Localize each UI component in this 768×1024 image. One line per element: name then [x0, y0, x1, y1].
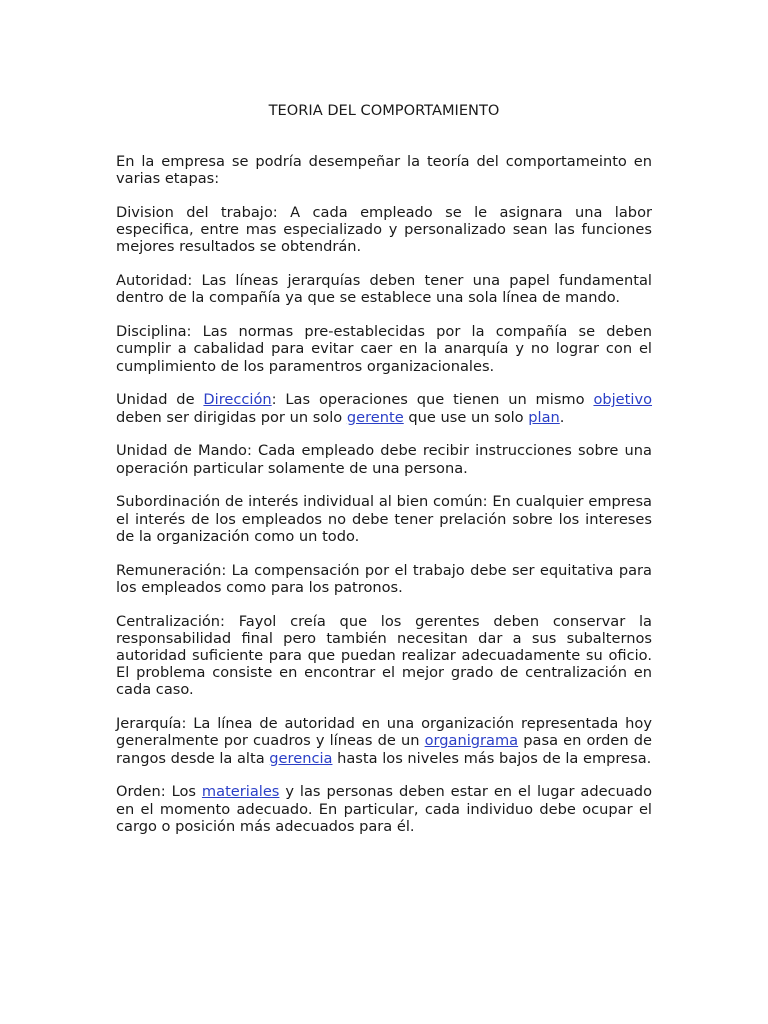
paragraph-centralizacion: Centralización: Fayol creía que los gerentes deben conservar la responsabilidad final pero también necesitan dar a sus subalternos autoridad suficiente para que puedan realizar adecuadamente su oficio. El problema consiste en encontrar el mejor grado de centralización en cada caso. [116, 612, 652, 699]
paragraph-autoridad: Autoridad: Las líneas jerarquías deben tener una papel fundamental dentro de la compañía ya que se establece una sola línea de mando. [116, 272, 652, 307]
link-organigrama[interactable]: organigrama [424, 732, 519, 750]
document-title: TEORIA DEL COMPORTAMIENTO [268, 102, 500, 119]
text-segment: que use un solo [403, 408, 529, 426]
text-segment: : Las operaciones que tienen un mismo [271, 391, 594, 409]
paragraph-division-del-trabajo: Division del trabajo: A cada empleado se le asignara una labor especifica, entre mas especializado y personalizado sean las funciones mejores resultados se obtendrán. [116, 204, 652, 256]
text-segment: Jerarquía: La línea de autoridad en una organización representada hoy generalmente por cuadros y líneas de un [116, 715, 652, 750]
paragraph-intro: En la empresa se podría desempeñar la teoría del comportameinto en varias etapas: [116, 153, 652, 188]
text-segment: y las personas deben estar en el lugar adecuado en el momento adecuado. En particular, cada individuo debe ocupar el cargo o posición más adecuados para él. [116, 783, 652, 835]
text-segment: pasa en orden de rangos desde la alta [116, 732, 652, 767]
paragraph-remuneracion: Remuneración: La compensación por el trabajo debe ser equitativa para los empleados como para los patronos. [116, 561, 652, 596]
paragraph-disciplina: Disciplina: Las normas pre-establecidas por la compañía se deben cumplir a cabalidad para evitar caer en la anarquía y no lograr con el cumplimiento de los paramentros organizacionales. [116, 323, 652, 375]
paragraph-unidad-de-mando: Unidad de Mando: Cada empleado debe recibir instrucciones sobre una operación particular solamente de una persona. [116, 442, 652, 477]
paragraph-unidad-de-direccion [116, 391, 652, 425]
link-gerente[interactable]: gerente [346, 408, 404, 426]
link-materiales[interactable]: materiales [201, 783, 280, 801]
text-segment: deben ser dirigidas por un solo [116, 408, 347, 426]
paragraph-orden [116, 783, 652, 835]
text-segment: . [559, 408, 565, 426]
text-segment: Unidad de [116, 391, 204, 409]
paragraph-subordinacion: Subordinación de interés individual al bien común: En cualquier empresa el interés de los empleados no debe tener prelación sobre los intereses de la organización como un todo. [116, 493, 652, 545]
link-direccion[interactable]: Dirección [203, 391, 272, 409]
link-objetivo[interactable]: objetivo [593, 391, 653, 409]
text-segment: Orden: Los [116, 783, 202, 801]
text-segment: hasta los niveles más bajos de la empresa. [332, 749, 652, 767]
link-gerencia[interactable]: gerencia [269, 749, 333, 767]
document-body [116, 153, 652, 852]
paragraph-jerarquia [116, 715, 652, 767]
link-plan[interactable]: plan [528, 408, 560, 426]
